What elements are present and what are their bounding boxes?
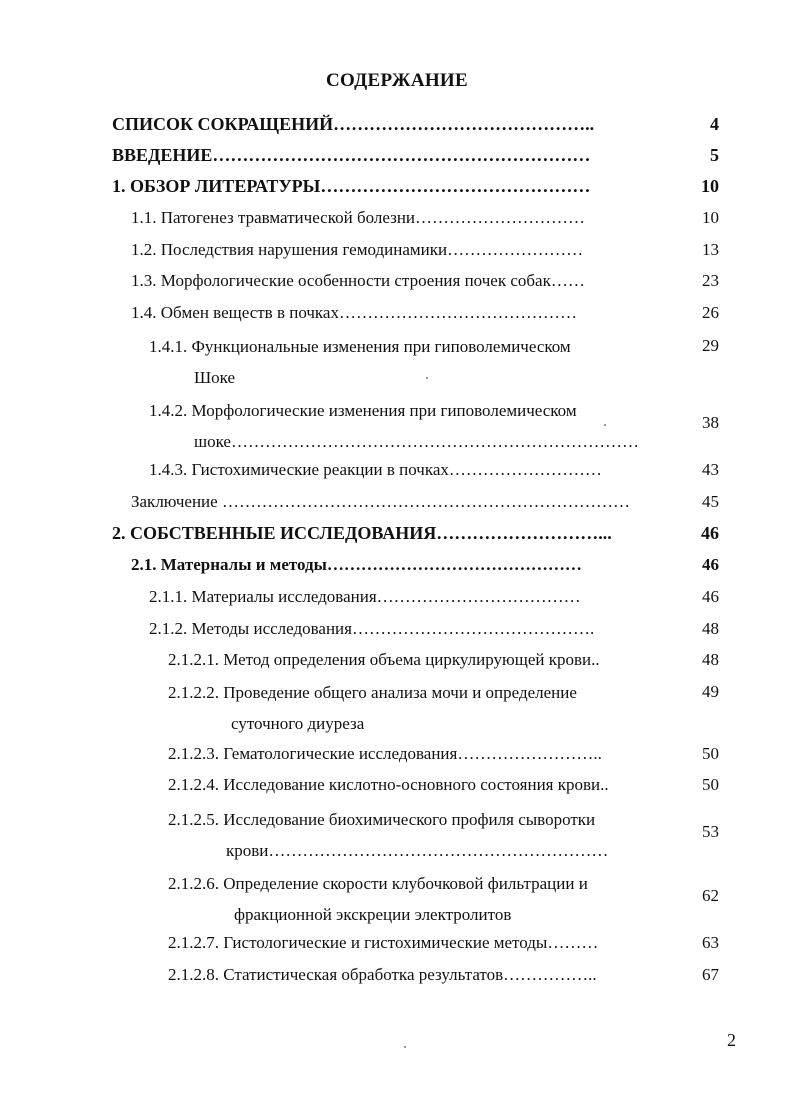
toc-entry-introduction[interactable] [0, 143, 794, 167]
toc-entry-2-1-2[interactable] [0, 617, 794, 641]
toc-entry-1-4-3[interactable] [0, 458, 794, 482]
toc-entry-page: 46 [702, 587, 719, 606]
toc-entry-label: 2.1.2. Методы исследования……………………………………. [149, 619, 595, 638]
toc-entry-page: 46 [701, 523, 719, 543]
toc-entry-label-line-2: шоке……………………………………………………………… [194, 432, 639, 451]
toc-entry-1-4-1[interactable] [0, 331, 794, 387]
toc-entry-page: 50 [702, 744, 719, 763]
toc-entry-label-line-2: крови…………………………………………………… [226, 841, 609, 860]
toc-entry-label [168, 868, 588, 930]
toc-entry-conclusion[interactable] [0, 490, 794, 514]
toc-entry-label-line-2: суточного диуреза [231, 714, 365, 733]
toc-entry-label: ВВЕДЕНИЕ……………………………………………………… [112, 145, 591, 165]
toc-entry-page: 4 [710, 114, 719, 134]
toc-entry-label [168, 804, 608, 866]
toc-entry-2-1-2-2[interactable] [0, 677, 794, 733]
toc-entry-label: 1.2. Последствия нарушения гемодинамики…………………… [131, 240, 584, 259]
toc-entry-label: 2.1.1. Материалы исследования……………………………… [149, 587, 581, 606]
toc-entry-2-1[interactable] [0, 553, 794, 577]
toc-entry-2-1-2-5[interactable] [0, 804, 794, 860]
toc-entry-page: 10 [702, 208, 719, 227]
scan-speck [404, 1046, 406, 1048]
toc-entry-label-line-2: Шоке [194, 368, 236, 387]
toc-entry-label: 2.1.2.4. Исследование кислотно-основного состояния крови.. [168, 775, 609, 794]
toc-entry-page: 48 [702, 619, 719, 638]
toc-entry-label: 1.4. Обмен веществ в почках…………………………………… [131, 303, 577, 322]
toc-entry-label-line-1: 2.1.2.2. Проведение общего анализа мочи и определение [168, 683, 577, 702]
toc-entry-label: 2.1.2.8. Статистическая обработка результатов…………….. [168, 965, 597, 984]
toc-entry-label-line-1: 2.1.2.6. Определение скорости клубочковой фильтрации и [168, 874, 588, 893]
toc-entry-page: 23 [702, 271, 719, 290]
toc-entry-1-1[interactable] [0, 206, 794, 230]
toc-entry-page: 63 [702, 933, 719, 952]
toc-entry-2-1-2-7[interactable] [0, 931, 794, 955]
toc-entry-2-1-2-3[interactable] [0, 742, 794, 766]
toc-entry-page: 46 [702, 555, 719, 574]
scan-speck [604, 424, 606, 426]
toc-entry-label: 1.3. Морфологические особенности строения почек собак…… [131, 271, 585, 290]
scan-speck [426, 377, 428, 379]
toc-entry-label [149, 331, 571, 393]
toc-entry-abbreviations[interactable] [0, 112, 794, 136]
toc-entry-label-line-1: 1.4.2. Морфологические изменения при гиповолемическом [149, 401, 577, 420]
toc-entry-literature-review[interactable] [0, 174, 794, 198]
toc-entry-page: 5 [710, 145, 719, 165]
toc-entry-label: 2.1.2.7. Гистологические и гистохимические методы……… [168, 933, 599, 952]
toc-entry-label: 1. ОБЗОР ЛИТЕРАТУРЫ……………………………………… [112, 176, 591, 196]
toc-entry-page: 53 [702, 822, 719, 841]
toc-entry-1-4-2[interactable] [0, 395, 794, 451]
toc-entry-page: 67 [702, 965, 719, 984]
toc-entry-label: 1.4.3. Гистохимические реакции в почках……………………… [149, 460, 602, 479]
toc-entry-label [149, 395, 639, 457]
toc-entry-page: 45 [702, 492, 719, 511]
toc-entry-page: 29 [702, 336, 719, 355]
toc-entry-2-1-1[interactable] [0, 585, 794, 609]
toc-entry-2-1-2-8[interactable] [0, 963, 794, 987]
toc-entry-own-research[interactable] [0, 521, 794, 545]
toc-entry-page: 43 [702, 460, 719, 479]
toc-entry-1-4[interactable] [0, 301, 794, 325]
toc-entry-label-line-1: 2.1.2.5. Исследование биохимического профиля сыворотки [168, 810, 596, 829]
toc-entry-label-line-1: 1.4.1. Функциональные изменения при гиповолемическом [149, 337, 571, 356]
toc-entry-label [168, 677, 577, 739]
toc-entry-label: Заключение ……………………………………………………………… [131, 492, 630, 511]
toc-entry-page: 13 [702, 240, 719, 259]
toc-entry-page: 50 [702, 775, 719, 794]
toc-entry-label-line-2: фракционной экскреции электролитов [234, 905, 512, 924]
toc-entry-label: 2.1.2.3. Гематологические исследования…………………….. [168, 744, 602, 763]
toc-entry-page: 48 [702, 650, 719, 669]
toc-entry-page: 26 [702, 303, 719, 322]
toc-entry-page: 10 [701, 176, 719, 196]
toc-entry-label: 2.1. Матерналы и методы……………………………………… [131, 555, 582, 574]
toc-entry-page: 38 [702, 413, 719, 432]
toc-entry-label: 2.1.2.1. Метод определения объема циркулирующей крови.. [168, 650, 600, 669]
toc-entry-page: 62 [702, 886, 719, 905]
page-number: 2 [727, 1030, 736, 1050]
toc-entry-label: 2. СОБСТВЕННЫЕ ИССЛЕДОВАНИЯ………………………... [112, 523, 612, 543]
toc-entry-page: 49 [702, 682, 719, 701]
toc-entry-label: СПИСОК СОКРАЩЕНИЙ…………………………………….. [112, 114, 595, 134]
toc-entry-2-1-2-4[interactable] [0, 773, 794, 797]
toc-entry-2-1-2-6[interactable] [0, 868, 794, 924]
page-title: СОДЕРЖАНИЕ [326, 70, 468, 91]
toc-entry-1-3[interactable] [0, 269, 794, 293]
toc-entry-label: 1.1. Патогенез травматической болезни………………………… [131, 208, 586, 227]
toc-entry-2-1-2-1[interactable] [0, 648, 794, 672]
toc-entry-1-2[interactable] [0, 238, 794, 262]
